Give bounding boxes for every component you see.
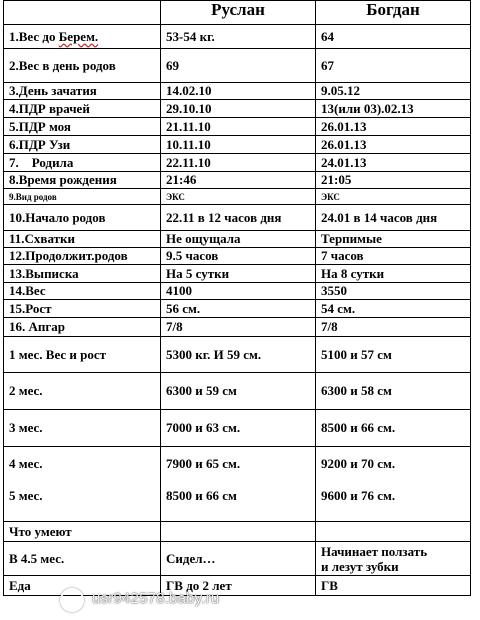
table-row [4,172,471,189]
ruslan-value: 22.11 в 12 часов дня [161,205,316,231]
ruslan-value: 7900 и 65 см. [166,456,241,471]
bogdan-value: 26.01.13 [316,118,471,136]
bogdan-value: 21:05 [316,172,471,189]
row-label: 10.Начало родов [4,205,161,231]
bogdan-value: 6300 и 58 см [316,373,471,410]
ruslan-value: 56 см. [161,300,316,318]
ruslan-value-stack [161,447,316,522]
row-label: 5.ПДР моя [4,118,161,136]
ruslan-value: 53-54 кг. [161,25,316,49]
header-bogdan: Богдан [316,1,471,25]
watermark-text: usr942578.baby.ru [92,590,220,607]
ruslan-value: 7000 и 63 см. [161,410,316,447]
ruslan-value: 6300 и 59 см [161,373,316,410]
comparison-table [3,0,471,596]
row-label: 14.Вес [4,283,161,300]
row-label: 11.Схватки [4,231,161,248]
table-row [4,205,471,231]
ruslan-value: 29.10.10 [161,100,316,118]
bogdan-value: 9.05.12 [316,83,471,100]
bogdan-value: 13(или 03).02.13 [316,100,471,118]
row-label: 5 мес. [9,488,43,503]
ruslan-value: 4100 [161,283,316,300]
ruslan-value: 8500 и 66 см [166,488,237,503]
row-label-word: Берем. [58,28,99,44]
bogdan-value: 3550 [316,283,471,300]
ruslan-value: 9.5 часов [161,248,316,265]
ruslan-value: ЭКС [161,189,316,205]
table-row [4,522,471,542]
ruslan-value: 21.11.10 [161,118,316,136]
table-row [4,231,471,248]
empty-cell [316,522,471,542]
empty-cell [161,522,316,542]
row-label: 4 мес. [9,456,43,471]
row-label: 12.Продолжит.родов [4,248,161,265]
bogdan-value: и лезут зубки [321,558,399,574]
ruslan-value: На 5 сутки [161,265,316,283]
bogdan-value: 9200 и 70 см. [321,456,396,471]
row-label: 15.Рост [4,300,161,318]
ruslan-value: 69 [161,49,316,83]
header-empty-cell [4,1,161,25]
ruslan-value: 5300 кг. И 59 см. [161,337,316,373]
row-label: 16. Апгар [4,318,161,337]
ruslan-value: Сидел… [161,542,316,576]
ruslan-value: Не ощущала [161,231,316,248]
row-label: 2 мес. [4,373,161,410]
row-label: 8.Время рождения [4,172,161,189]
row-label-stack [4,447,161,522]
table-row [4,542,471,576]
watermark-logo-icon [60,588,84,612]
row-label: 1 мес. Вес и рост [4,337,161,373]
row-label: 4.ПДР врачей [4,100,161,118]
table-row [4,447,471,522]
row-label: 2.Вес в день родов [4,49,161,83]
table-row [4,318,471,337]
row-label: 1.Вес до Берем. [4,25,161,49]
table-row [4,283,471,300]
ruslan-value: 10.11.10 [161,136,316,154]
table-row [4,100,471,118]
section-title: Что умеют [4,522,161,542]
ruslan-value: 14.02.10 [161,83,316,100]
ruslan-value: ГВ до 2 лет [161,576,316,596]
bogdan-value: На 8 сутки [316,265,471,283]
bogdan-value: 5100 и 57 см [316,337,471,373]
bogdan-value-text: Начинает ползать [321,543,428,559]
table-row [4,154,471,172]
bogdan-value: ЭКС [316,189,471,205]
table-row [4,83,471,100]
table-row [4,373,471,410]
table-row [4,300,471,318]
table-row [4,118,471,136]
row-label: Еда [4,576,161,596]
row-label: 9.Вид родов [4,189,161,205]
bogdan-value-stack [316,542,471,576]
row-label: 6.ПДР Узи [4,136,161,154]
table-row [4,265,471,283]
table-row [4,136,471,154]
table-row [4,337,471,373]
row-label: 13.Выписка [4,265,161,283]
bogdan-value: 7 часов [316,248,471,265]
row-label: 3 мес. [4,410,161,447]
header-ruslan: Руслан [161,1,316,25]
bogdan-value: 67 [316,49,471,83]
ruslan-value: 21:46 [161,172,316,189]
bogdan-value-stack [316,447,471,522]
bogdan-value: 64 [316,25,471,49]
row-label: 3.День зачатия [4,83,161,100]
ruslan-value: 22.11.10 [161,154,316,172]
row-label: 7. Родила [4,154,161,172]
bogdan-value: 26.01.13 [316,136,471,154]
row-label: В 4.5 мес. [4,542,161,576]
bogdan-value: 24.01 в 14 часов дня [316,205,471,231]
bogdan-value: 54 см. [316,300,471,318]
bogdan-value: ГВ [316,576,471,596]
table-row [4,410,471,447]
table-row [4,189,471,205]
bogdan-value [321,544,470,559]
table-row [4,49,471,83]
bogdan-value: 24.01.13 [316,154,471,172]
ruslan-value: 7/8 [161,318,316,337]
table-header-row [4,1,471,25]
table-row [4,248,471,265]
bogdan-value: 8500 и 66 см. [316,410,471,447]
bogdan-value: 7/8 [316,318,471,337]
bogdan-value: 9600 и 76 см. [321,488,396,503]
bogdan-value: Терпимые [316,231,471,248]
table-row [4,25,471,49]
